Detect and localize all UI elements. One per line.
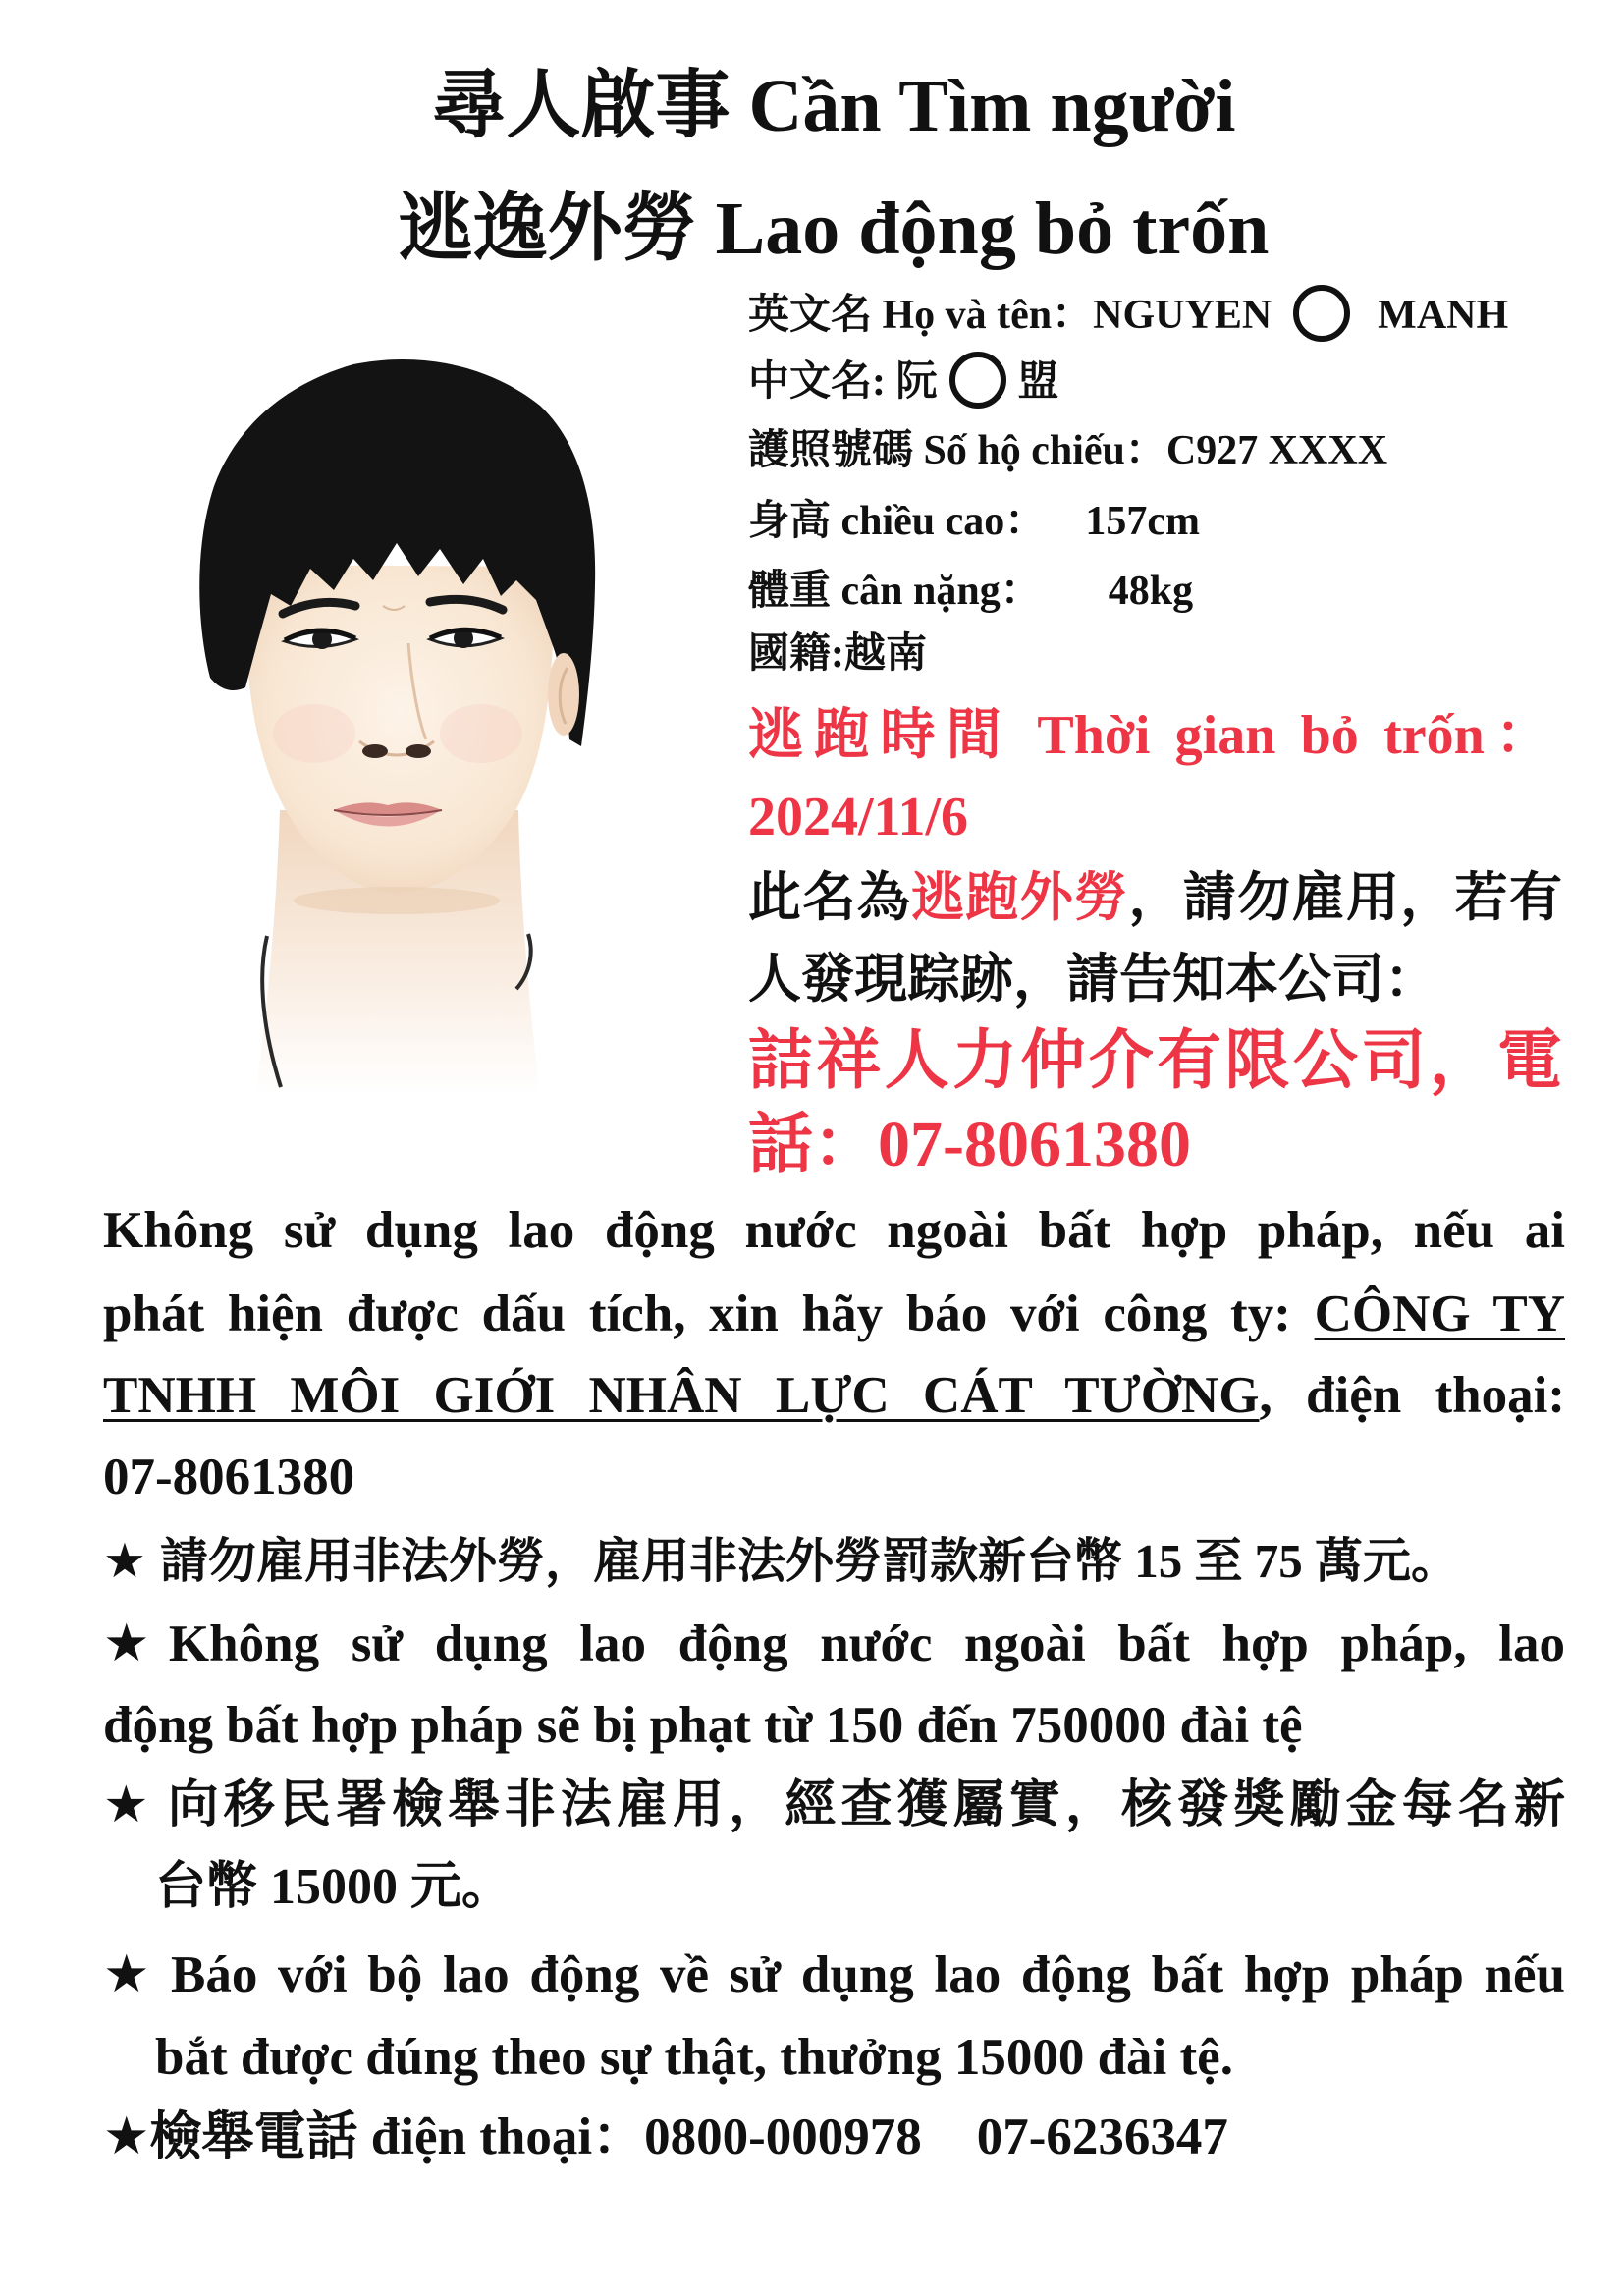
chinese-name-row (748, 352, 1562, 410)
star-icon: ★ (103, 1613, 169, 1673)
portrait-ear (548, 653, 579, 736)
escape-date: 2024/11/6 (748, 787, 969, 847)
notice-vi-line-1: Không sử dụng lao động nước ngoài bất hợp pháp, nếu ai (103, 1202, 1565, 1259)
nationality-row: 國籍:越南 (748, 631, 927, 677)
bullet-3-text-1: 向移民署檢舉非法雇用，經查獲屬實，核發獎勵金每名新 (167, 1777, 1565, 1833)
height-label: 身高 chiều cao： (748, 499, 1047, 544)
notice-vi-line-2 (103, 1280, 1565, 1348)
company-name-vi: TNHH MÔI GIỚI NHÂN LỰC CÁT TƯỜNG (103, 1367, 1260, 1424)
bullet-3-line-2: 台幣 15000 元。 (155, 1859, 514, 1915)
english-name-label: 英文名 Họ và tên： (748, 293, 1094, 338)
notice-zh-line-1 (748, 860, 1562, 935)
notice-zh-prefix: 此名為 (748, 868, 912, 927)
notice-zh-suffix: ，請勿雇用，若有 (1128, 868, 1563, 927)
chinese-name-last: 盟 (1017, 359, 1059, 405)
redaction-circle-icon (1293, 285, 1350, 342)
redaction-circle-icon (949, 352, 1006, 409)
passport-value: C927 XXXX (1165, 428, 1388, 473)
notice-vi-text: phát hiện được dấu tích, xin hãy báo với công ty: (103, 1285, 1315, 1342)
english-name-row (748, 285, 1562, 344)
height-row (748, 492, 1562, 551)
weight-label: 體重 cân nặng： (748, 569, 1042, 614)
bullet-3-line-1 (103, 1771, 1565, 1839)
bullet-1 (103, 1527, 1565, 1596)
escape-time-label: 逃跑時間 Thời gian bỏ trốn： (748, 705, 1550, 766)
notice-zh-runaway: 逃跑外勞 (911, 868, 1129, 927)
english-name-last: MANH (1378, 293, 1509, 338)
passport-row (748, 421, 1562, 480)
star-icon: ★ (103, 2106, 150, 2166)
bullet-4-line-1 (103, 1941, 1565, 2009)
title-line-2: 逃逸外勞 Lao động bỏ trốn (398, 188, 1270, 270)
chinese-name-first: 阮 (895, 359, 938, 405)
bullet-2-line-1 (103, 1610, 1565, 1678)
report-phone-row (103, 2103, 1565, 2171)
bullet-4-line-2: bắt được đúng theo sự thật, thưởng 15000 đài tệ. (155, 2029, 1233, 2086)
company-zh-line-2: 話：07-8061380 (748, 1109, 1191, 1180)
bullet-4-text-1: Báo với bộ lao động về sử dụng lao động bất hợp pháp nếu (170, 1946, 1566, 2003)
weight-value: 48kg (1108, 569, 1194, 614)
weight-row (748, 562, 1562, 621)
star-icon: ★ (103, 1533, 146, 1589)
notice-vi-phone-label: , điện thoại: (1259, 1367, 1565, 1424)
report-phone-number-2: 07-6236347 (976, 2108, 1228, 2165)
report-phone-number-1: 0800-000978 (644, 2108, 922, 2165)
star-icon: ★ (103, 1776, 154, 1834)
notice-vi-line-3 (103, 1361, 1565, 1430)
company-zh-line-1: 詰祥人力仲介有限公司，電 (748, 1025, 1562, 1097)
company-name-vi: CÔNG TY (1314, 1285, 1565, 1342)
bullet-1-text: 請勿雇用非法外勞，雇用非法外勞罰款新台幣 15 至 75 萬元。 (159, 1534, 1459, 1588)
bullet-2-text-1: Không sử dụng lao động nước ngoài bất hợp pháp, lao (168, 1615, 1565, 1672)
notice-zh-line-2: 人發現踪跡，請告知本公司： (748, 950, 1437, 1009)
portrait-photo (187, 349, 609, 1095)
star-icon: ★ (103, 1944, 157, 2004)
bullet-2-line-2: động bất hợp pháp sẽ bị phạt từ 150 đến 750000 đài tệ (103, 1697, 1303, 1754)
title-line-1: 尋人啟事 Cần Tìm người (431, 65, 1236, 147)
passport-label: 護照號碼 Số hộ chiếu： (748, 428, 1166, 473)
report-phone-label: 檢舉電話 điện thoại： (149, 2108, 645, 2165)
chinese-name-label: 中文名: (748, 359, 896, 405)
notice-vi-phone: 07-8061380 (103, 1449, 355, 1505)
height-value: 157cm (1085, 499, 1200, 544)
english-name-first: NGUYEN (1093, 293, 1272, 338)
